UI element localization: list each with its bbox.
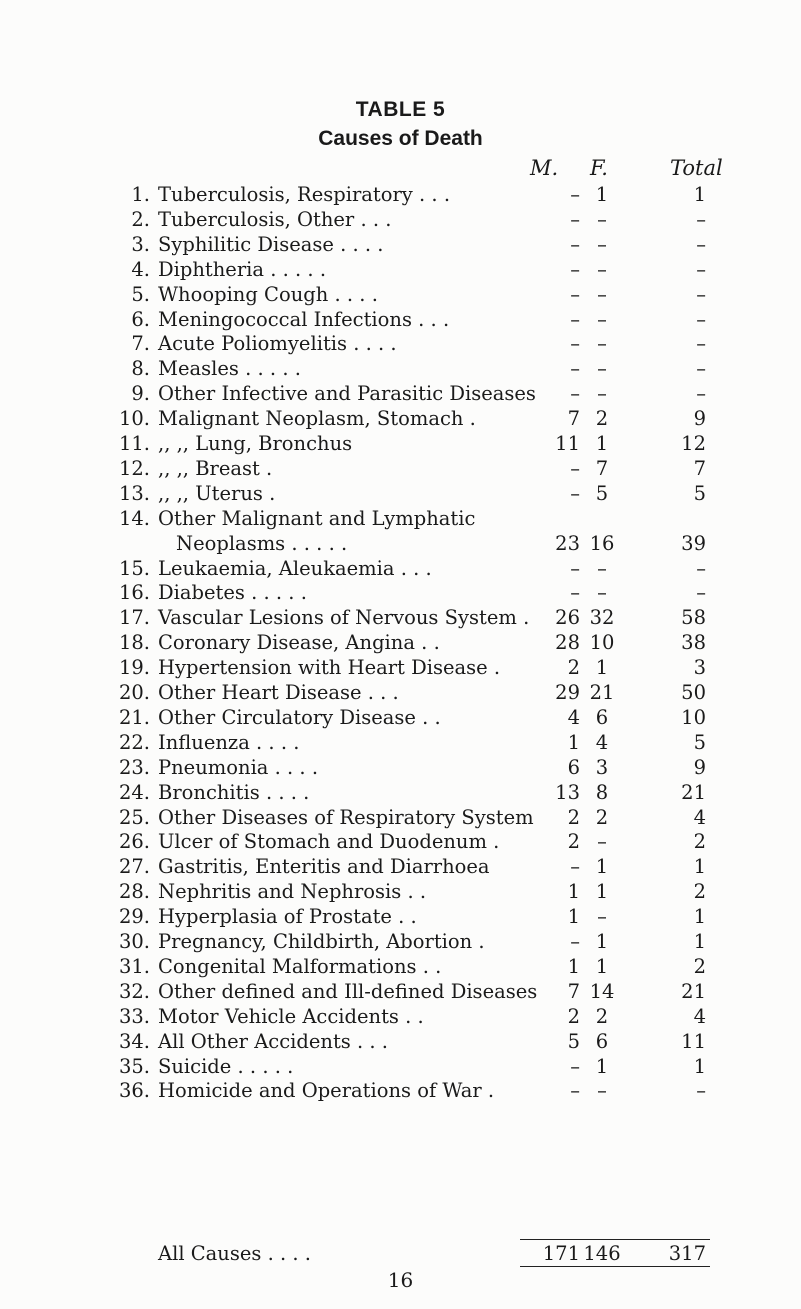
row-female: 14 (589, 979, 615, 1003)
row-total: – (696, 332, 706, 356)
row-female: 7 (595, 456, 609, 480)
table-row (0, 904, 801, 930)
row-label: Leukaemia, Aleukaemia . . . (158, 556, 432, 580)
row-label: Acute Poliomyelitis . . . . (158, 332, 397, 356)
row-male: 5 (567, 1029, 580, 1053)
row-female: 1 (595, 432, 609, 455)
row-label: Suicide . . . . . (158, 1054, 294, 1078)
row-female: – (597, 332, 607, 356)
table-title: TABLE 5 (355, 98, 446, 121)
row-total: 5 (693, 730, 706, 754)
row-number: 14. (118, 506, 150, 530)
row-label: Malignant Neoplasm, Stomach . (158, 407, 476, 431)
row-number: 10. (118, 407, 150, 431)
table-row (0, 1078, 801, 1104)
row-label: Diabetes . . . . . (158, 581, 307, 605)
row-total: 11 (681, 1029, 706, 1053)
row-number: 22. (118, 730, 150, 754)
row-number: 17. (118, 606, 150, 630)
row-male: 29 (555, 681, 580, 704)
row-total: 7 (693, 456, 706, 480)
table-row (0, 1029, 801, 1055)
row-total: 5 (693, 481, 706, 505)
row-number: 15. (118, 556, 150, 580)
row-male: 4 (567, 705, 580, 729)
row-male: 11 (555, 432, 580, 455)
row-female: – (597, 830, 607, 854)
row-male: – (570, 481, 580, 505)
row-label: Homicide and Operations of War . (158, 1079, 495, 1103)
row-total: 10 (681, 705, 706, 729)
row-number: 9. (131, 382, 150, 406)
row-female: 32 (589, 606, 615, 630)
row-total: – (696, 207, 706, 231)
row-female: 6 (595, 1029, 609, 1053)
row-number: 24. (118, 780, 150, 804)
row-label: ,, ,, Breast . (158, 456, 273, 480)
row-total: – (696, 307, 706, 331)
table-row (0, 730, 801, 756)
table-row (0, 232, 801, 258)
table-row (0, 182, 801, 208)
all-causes-female: 146 (583, 1242, 621, 1265)
row-total: – (696, 257, 706, 281)
row-female: 16 (589, 531, 615, 555)
row-number: 23. (118, 755, 150, 779)
table-row (0, 207, 801, 233)
row-female: – (597, 556, 607, 580)
row-number: 21. (118, 705, 150, 729)
row-number: 32. (118, 979, 150, 1003)
row-male: 13 (555, 780, 580, 804)
table-row (0, 580, 801, 606)
row-female: – (597, 1079, 607, 1103)
row-female: – (597, 257, 607, 281)
row-male: 28 (555, 631, 580, 655)
row-label: Measles . . . . . (158, 357, 301, 381)
row-total: 4 (693, 1004, 706, 1028)
table-subtitle: Causes of Death (318, 127, 483, 150)
row-total: 50 (681, 681, 706, 704)
row-label: Tuberculosis, Other . . . (158, 207, 392, 231)
table-row (0, 331, 801, 357)
row-number: 27. (118, 855, 150, 879)
row-male: 1 (567, 730, 580, 754)
row-male: – (570, 232, 580, 256)
row-label: Other Heart Disease . . . (158, 681, 399, 704)
row-male: – (570, 332, 580, 356)
row-female: 1 (595, 954, 609, 978)
row-female: 2 (595, 805, 609, 829)
row-number: 34. (118, 1029, 150, 1053)
row-female: 2 (595, 1004, 609, 1028)
row-total: 9 (693, 755, 706, 779)
row-label: Other Diseases of Respiratory System (158, 805, 534, 829)
row-label: Hyperplasia of Prostate . . (158, 905, 417, 929)
row-female: 1 (595, 930, 609, 953)
table-row (0, 829, 801, 855)
row-female: 10 (589, 631, 615, 655)
table-row (0, 506, 801, 555)
row-male: – (570, 357, 580, 381)
row-number: 19. (118, 656, 150, 680)
row-total: 2 (693, 880, 706, 904)
row-number: 2. (131, 207, 150, 231)
row-total: 58 (681, 606, 706, 630)
row-male: – (570, 1079, 580, 1103)
table-row (0, 1004, 801, 1030)
row-total: 12 (681, 432, 706, 455)
table-row (0, 356, 801, 382)
row-total: – (696, 382, 706, 406)
row-total: 1 (693, 1054, 706, 1078)
row-female: 1 (595, 880, 609, 904)
row-male: 2 (567, 805, 580, 829)
row-number: 35. (118, 1054, 150, 1078)
row-female: 1 (595, 183, 609, 206)
row-number: 30. (118, 930, 150, 953)
row-number: 7. (131, 332, 150, 356)
table-row (0, 307, 801, 333)
table-row (0, 406, 801, 432)
row-total: 21 (681, 780, 706, 804)
table-row (0, 481, 801, 507)
row-total: 39 (681, 531, 706, 555)
table-row (0, 431, 801, 457)
row-label: ,, ,, Lung, Bronchus (158, 432, 353, 455)
row-female: 1 (595, 1054, 609, 1078)
column-header-total: Total (670, 156, 723, 180)
row-label: Ulcer of Stomach and Duodenum . (158, 830, 500, 854)
row-male: 6 (567, 755, 580, 779)
row-label: Meningococcal Infections . . . (158, 307, 450, 331)
table-row (0, 630, 801, 656)
row-number: 4. (131, 257, 150, 281)
table-row (0, 879, 801, 905)
row-male: 1 (567, 880, 580, 904)
row-total: 2 (693, 830, 706, 854)
row-female: – (597, 382, 607, 406)
row-label: Coronary Disease, Angina . . (158, 631, 440, 655)
all-causes-total: 317 (668, 1242, 706, 1265)
row-male: – (570, 307, 580, 331)
total-rule-bottom (520, 1266, 710, 1267)
row-male: 2 (567, 1004, 580, 1028)
row-number: 11. (118, 432, 150, 455)
row-number: 5. (131, 282, 150, 306)
row-male: – (570, 456, 580, 480)
table-row (0, 755, 801, 781)
table-row (0, 456, 801, 482)
row-female: – (597, 905, 607, 929)
row-female: – (597, 307, 607, 331)
row-female: 1 (595, 656, 609, 680)
column-header-male: M. (530, 156, 559, 180)
row-male: 26 (555, 606, 580, 630)
column-header-female: F. (590, 156, 608, 180)
table-row (0, 381, 801, 407)
row-male: 2 (567, 830, 580, 854)
row-male: 7 (567, 979, 580, 1003)
row-label: ,, ,, Uterus . (158, 481, 276, 505)
row-total: 1 (693, 905, 706, 929)
row-male: – (570, 556, 580, 580)
table-row (0, 705, 801, 731)
row-female: – (597, 282, 607, 306)
row-female: 5 (595, 481, 609, 505)
row-female: 8 (595, 780, 609, 804)
total-rule-top (520, 1239, 710, 1240)
row-label: Hypertension with Heart Disease . (158, 656, 501, 680)
row-label: Vascular Lesions of Nervous System . (158, 606, 530, 630)
row-number: 12. (118, 456, 150, 480)
row-male: – (570, 257, 580, 281)
row-label: Diphtheria . . . . . (158, 257, 327, 281)
row-female: 21 (589, 681, 615, 704)
row-total: 1 (693, 183, 706, 206)
table-row (0, 805, 801, 831)
row-label: Syphilitic Disease . . . . (158, 232, 384, 256)
table-row (0, 655, 801, 681)
row-number: 36. (118, 1079, 150, 1103)
row-label-continued: Neoplasms . . . . . (176, 531, 348, 555)
row-label: Tuberculosis, Respiratory . . . (158, 183, 451, 206)
row-number: 33. (118, 1004, 150, 1028)
row-label: All Other Accidents . . . (158, 1029, 388, 1053)
row-number: 6. (131, 307, 150, 331)
row-male: – (570, 855, 580, 879)
row-total: 9 (693, 407, 706, 431)
all-causes-row (0, 1241, 801, 1267)
row-female: – (597, 581, 607, 605)
row-label: Whooping Cough . . . . (158, 282, 378, 306)
row-number: 1. (131, 183, 150, 206)
row-female: 6 (595, 705, 609, 729)
row-total: 3 (693, 656, 706, 680)
all-causes-male: 171 (542, 1242, 580, 1265)
table-row (0, 282, 801, 308)
page-number: 16 (387, 1268, 414, 1292)
row-female: 4 (595, 730, 609, 754)
row-label: Congenital Malformations . . (158, 954, 442, 978)
row-number: 18. (118, 631, 150, 655)
row-number: 8. (131, 357, 150, 381)
row-male: 1 (567, 905, 580, 929)
row-total: 21 (681, 979, 706, 1003)
row-total: – (696, 556, 706, 580)
row-label: Influenza . . . . (158, 730, 300, 754)
row-label: Other defined and Ill-defined Diseases (158, 979, 538, 1003)
row-label: Pneumonia . . . . (158, 755, 319, 779)
table-row (0, 680, 801, 706)
row-male: 1 (567, 954, 580, 978)
row-male: 2 (567, 656, 580, 680)
row-label: Bronchitis . . . . (158, 780, 310, 804)
row-male: – (570, 930, 580, 953)
row-total: 2 (693, 954, 706, 978)
row-female: 3 (595, 755, 609, 779)
table-row (0, 954, 801, 980)
table-row (0, 257, 801, 283)
row-male: – (570, 282, 580, 306)
row-number: 20. (118, 681, 150, 704)
row-female: 2 (595, 407, 609, 431)
row-label: Other Infective and Parasitic Diseases (158, 382, 536, 406)
row-total: 1 (693, 855, 706, 879)
row-male: – (570, 207, 580, 231)
row-label: Nephritis and Nephrosis . . (158, 880, 427, 904)
row-number: 28. (118, 880, 150, 904)
row-female: 1 (595, 855, 609, 879)
row-number: 25. (118, 805, 150, 829)
row-number: 26. (118, 830, 150, 854)
row-label: Other Circulatory Disease . . (158, 705, 441, 729)
table-row (0, 556, 801, 582)
table-row (0, 929, 801, 955)
row-total: 1 (693, 930, 706, 953)
row-female: – (597, 207, 607, 231)
row-male: 23 (555, 531, 580, 555)
row-number: 16. (118, 581, 150, 605)
row-total: 38 (681, 631, 706, 655)
row-total: – (696, 1079, 706, 1103)
row-label: Other Malignant and Lymphatic (158, 506, 476, 530)
table-row (0, 605, 801, 631)
table-row (0, 780, 801, 806)
row-number: 31. (118, 954, 150, 978)
row-label: Gastritis, Enteritis and Diarrhoea (158, 855, 490, 879)
row-label: Motor Vehicle Accidents . . (158, 1004, 424, 1028)
row-total: – (696, 232, 706, 256)
row-male: 7 (567, 407, 580, 431)
row-female: – (597, 357, 607, 381)
row-total: – (696, 282, 706, 306)
row-male: – (570, 581, 580, 605)
table-row (0, 854, 801, 880)
row-number: 29. (118, 905, 150, 929)
table-row (0, 979, 801, 1005)
row-label: Pregnancy, Childbirth, Abortion . (158, 930, 485, 953)
row-total: – (696, 357, 706, 381)
row-male: – (570, 183, 580, 206)
row-female: – (597, 232, 607, 256)
row-number: 13. (118, 481, 150, 505)
row-total: – (696, 581, 706, 605)
all-causes-label: All Causes . . . . (158, 1242, 312, 1265)
table-row (0, 1054, 801, 1080)
row-total: 4 (693, 805, 706, 829)
row-male: – (570, 1054, 580, 1078)
row-male: – (570, 382, 580, 406)
row-number: 3. (131, 232, 150, 256)
